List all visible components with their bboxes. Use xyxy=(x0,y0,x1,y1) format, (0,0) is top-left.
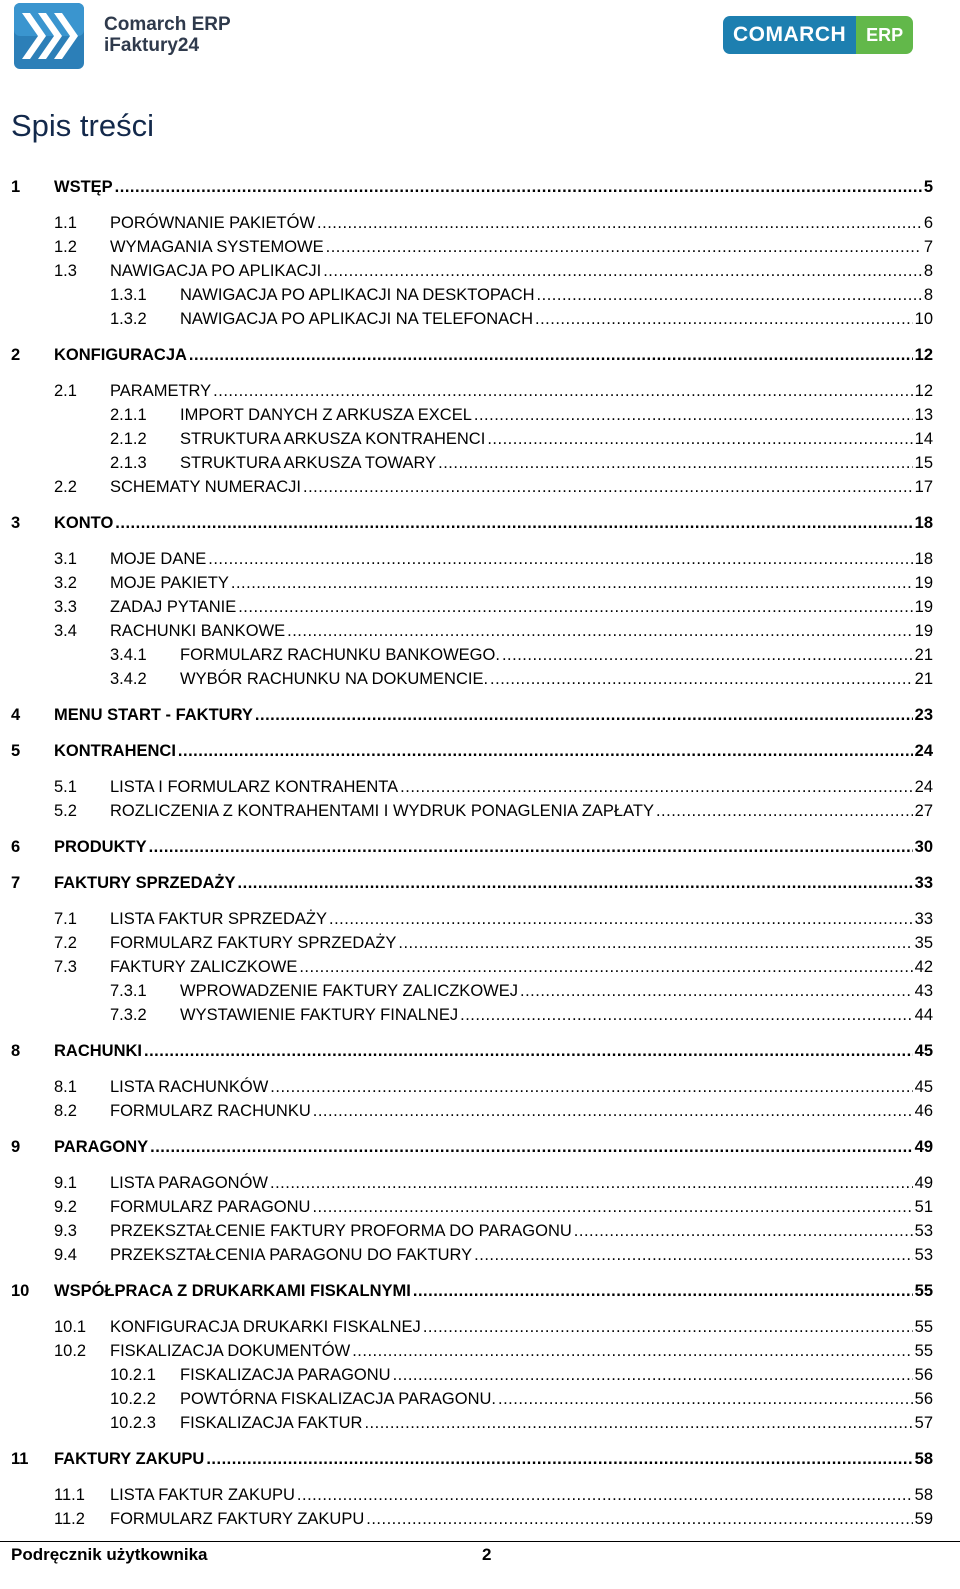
dot-leader xyxy=(189,343,913,367)
toc-entry[interactable] xyxy=(0,1171,960,1195)
toc-entry[interactable] xyxy=(0,1411,960,1435)
toc-entry-page[interactable]: 46 xyxy=(914,1102,933,1120)
toc-entry-title[interactable]: WYBÓR RACHUNKU NA DOKUMENCIE. xyxy=(180,670,489,688)
dot-leader xyxy=(208,547,912,571)
toc-entry-title[interactable]: LISTA FAKTUR ZAKUPU xyxy=(110,1486,295,1504)
dot-leader xyxy=(313,1099,913,1123)
toc-entry-title[interactable]: KONTRAHENCI xyxy=(54,742,176,760)
toc-entry-title[interactable]: FAKTURY ZALICZKOWE xyxy=(110,958,298,976)
dot-leader xyxy=(115,175,922,199)
dot-leader xyxy=(498,1387,913,1411)
toc-entry-number: 2.1.2 xyxy=(110,430,147,448)
toc-entry-number: 9.2 xyxy=(54,1198,77,1216)
page-number: 2 xyxy=(482,1545,492,1564)
toc-entry-line xyxy=(54,1135,933,1159)
toc-entry-line xyxy=(110,475,933,499)
dot-leader xyxy=(474,403,913,427)
toc-entry-number: 1.1 xyxy=(54,214,77,232)
toc-entry-line xyxy=(110,547,933,571)
toc-entry-title[interactable]: WYSTAWIENIE FAKTURY FINALNEJ xyxy=(180,1006,459,1024)
toc-entry-number: 2.1.3 xyxy=(110,454,147,472)
toc-entry-line xyxy=(110,1339,933,1363)
toc-entry-page[interactable]: 8 xyxy=(923,286,933,304)
toc-entry-number: 3.4 xyxy=(54,622,77,640)
toc-entry-line xyxy=(110,259,933,283)
toc-entry-page[interactable]: 5 xyxy=(923,178,933,196)
toc-entry-number: 1.3.1 xyxy=(110,286,147,304)
toc-entry-line xyxy=(110,379,933,403)
toc-entry-title[interactable]: FORMULARZ RACHUNKU xyxy=(110,1102,311,1120)
toc-entry-title[interactable]: FAKTURY SPRZEDAŻY xyxy=(54,874,236,892)
toc-entry-number: 8.1 xyxy=(54,1078,77,1096)
comarch-brand: COMARCH xyxy=(723,16,856,54)
dot-leader xyxy=(238,871,913,895)
dot-leader xyxy=(326,235,922,259)
toc-entry-number: 3.4.2 xyxy=(110,670,147,688)
toc-entry-page[interactable]: 55 xyxy=(914,1342,933,1360)
toc-entry-line xyxy=(54,343,933,367)
toc-entry[interactable] xyxy=(0,1099,960,1123)
toc-entry-number: 9.4 xyxy=(54,1246,77,1264)
toc-entry-number: 2 xyxy=(11,346,21,364)
toc-entry[interactable] xyxy=(0,571,960,595)
toc-entry-title[interactable]: KONFIGURACJA xyxy=(54,346,187,364)
toc-entry-title[interactable]: ZADAJ PYTANIE xyxy=(110,598,237,616)
toc-entry-title[interactable]: ROZLICZENIA Z KONTRAHENTAMI I WYDRUK PONAGLENIA ZAPŁATY xyxy=(110,802,654,820)
toc-entry-line xyxy=(110,1195,933,1219)
toc-entry-number: 11.2 xyxy=(54,1510,85,1528)
toc-entry[interactable] xyxy=(0,619,960,643)
toc-entry-line xyxy=(110,775,933,799)
toc-entry-page[interactable]: 14 xyxy=(914,430,933,448)
toc-entry-line xyxy=(110,955,933,979)
toc-entry-number: 10.2 xyxy=(54,1342,87,1360)
toc-entry-page[interactable]: 35 xyxy=(914,934,933,952)
toc-entry-page[interactable]: 12 xyxy=(914,382,933,400)
toc-entry[interactable] xyxy=(0,931,960,955)
product-name-line2: iFaktury24 xyxy=(104,35,200,56)
toc-entry[interactable] xyxy=(0,211,960,235)
toc-entry-line xyxy=(180,427,933,451)
toc-entry-page[interactable]: 6 xyxy=(923,214,933,232)
dot-leader xyxy=(206,1447,912,1471)
dot-leader xyxy=(400,775,912,799)
toc-entry[interactable] xyxy=(0,1363,960,1387)
toc-entry[interactable] xyxy=(0,475,960,499)
ifaktury24-logo-icon xyxy=(14,3,84,69)
toc-entry-title[interactable]: MENU START - FAKTURY xyxy=(54,706,253,724)
dot-leader xyxy=(574,1219,913,1243)
dot-leader xyxy=(323,259,922,283)
toc-entry-page[interactable]: 21 xyxy=(914,646,933,664)
toc-entry-page[interactable]: 33 xyxy=(914,874,933,892)
toc-entry[interactable] xyxy=(0,979,960,1003)
dot-leader xyxy=(656,799,913,823)
dot-leader xyxy=(297,1483,913,1507)
toc-entry[interactable] xyxy=(0,1279,960,1303)
toc-entry-title[interactable]: PARAMETRY xyxy=(110,382,212,400)
dot-leader xyxy=(520,979,913,1003)
toc-entry-page[interactable]: 7 xyxy=(923,238,933,256)
toc-entry[interactable] xyxy=(0,343,960,367)
dot-leader xyxy=(398,931,912,955)
toc-entry[interactable] xyxy=(0,1447,960,1471)
toc-entry-number: 8.2 xyxy=(54,1102,77,1120)
dot-leader xyxy=(502,643,913,667)
toc-entry[interactable] xyxy=(0,1135,960,1159)
toc-entry-title[interactable]: PORÓWNANIE PAKIETÓW xyxy=(110,214,316,232)
toc-entry[interactable] xyxy=(0,1075,960,1099)
toc-entry-page[interactable]: 58 xyxy=(914,1450,933,1468)
toc-entry-page[interactable]: 45 xyxy=(914,1078,933,1096)
toc-entry-page[interactable]: 55 xyxy=(914,1282,933,1300)
dot-leader xyxy=(299,955,912,979)
dot-leader xyxy=(150,1135,913,1159)
toc-entry-page[interactable]: 19 xyxy=(914,598,933,616)
dot-leader xyxy=(329,907,913,931)
toc-entry-title[interactable]: MOJE DANE xyxy=(110,550,207,568)
toc-entry-number: 1.3.2 xyxy=(110,310,147,328)
toc-entry-line xyxy=(110,799,933,823)
toc-entry-line xyxy=(110,571,933,595)
toc-entry-line xyxy=(180,307,933,331)
toc-entry-page[interactable]: 56 xyxy=(914,1366,933,1384)
toc-entry-line xyxy=(110,1507,933,1531)
dot-leader xyxy=(213,379,912,403)
toc-entry-page[interactable]: 12 xyxy=(914,346,933,364)
dot-leader xyxy=(115,511,912,535)
toc-entry-number: 2.1 xyxy=(54,382,77,400)
dot-leader xyxy=(423,1315,913,1339)
toc-entry[interactable] xyxy=(0,1339,960,1363)
toc-entry[interactable] xyxy=(0,259,960,283)
toc-entry-page[interactable]: 58 xyxy=(914,1486,933,1504)
toc-entry-number: 8 xyxy=(11,1042,21,1060)
toc-entry-page[interactable]: 55 xyxy=(914,1318,933,1336)
toc-entry-page[interactable]: 10 xyxy=(914,310,933,328)
toc-entry-title[interactable]: PRZEKSZTAŁCENIE FAKTURY PROFORMA DO PARAGONU xyxy=(110,1222,572,1240)
toc-entry-page[interactable]: 59 xyxy=(914,1510,933,1528)
toc-entry-line xyxy=(180,1363,933,1387)
dot-leader xyxy=(312,1195,912,1219)
toc-entry[interactable] xyxy=(0,1507,960,1531)
dot-leader xyxy=(474,1243,912,1267)
toc-entry-number: 5.1 xyxy=(54,778,77,796)
toc-entry-page[interactable]: 44 xyxy=(914,1006,933,1024)
toc-entry-page[interactable]: 49 xyxy=(914,1174,933,1192)
toc-entry[interactable] xyxy=(0,1195,960,1219)
toc-entry-line xyxy=(180,451,933,475)
toc-entry-page[interactable]: 18 xyxy=(914,514,933,532)
dot-leader xyxy=(366,1507,912,1531)
toc-entry[interactable] xyxy=(0,427,960,451)
toc-entry-line xyxy=(54,1039,933,1063)
toc-entry-title[interactable]: STRUKTURA ARKUSZA TOWARY xyxy=(180,454,437,472)
toc-entry[interactable] xyxy=(0,307,960,331)
toc-entry-page[interactable]: 33 xyxy=(914,910,933,928)
toc-entry-title[interactable]: LISTA FAKTUR SPRZEDAŻY xyxy=(110,910,327,928)
toc-entry[interactable] xyxy=(0,1243,960,1267)
toc-entry-number: 7.3 xyxy=(54,958,77,976)
toc-entry[interactable] xyxy=(0,1315,960,1339)
toc-entry[interactable] xyxy=(0,1483,960,1507)
toc-entry[interactable] xyxy=(0,835,960,859)
toc-entry-number: 5.2 xyxy=(54,802,77,820)
toc-entry[interactable] xyxy=(0,379,960,403)
toc-entry-line xyxy=(54,1279,933,1303)
toc-entry[interactable] xyxy=(0,739,960,763)
dot-leader xyxy=(149,835,913,859)
toc-entry-page[interactable]: 8 xyxy=(923,262,933,280)
dot-leader xyxy=(393,1363,913,1387)
toc-entry-number: 2.1.1 xyxy=(110,406,147,424)
toc-entry-line xyxy=(110,235,933,259)
dot-leader xyxy=(178,739,913,763)
toc-entry-title[interactable]: KONFIGURACJA DRUKARKI FISKALNEJ xyxy=(110,1318,421,1336)
toc-entry-page[interactable]: 51 xyxy=(914,1198,933,1216)
footer-label: Podręcznik użytkownika xyxy=(11,1545,208,1564)
toc-entry-number: 11.1 xyxy=(54,1486,85,1504)
toc-entry-line xyxy=(110,1171,933,1195)
toc-entry[interactable] xyxy=(0,667,960,691)
toc-entry-title[interactable]: PARAGONY xyxy=(54,1138,149,1156)
toc-entry-line xyxy=(54,871,933,895)
toc-entry-number: 10.1 xyxy=(54,1318,87,1336)
toc-entry-title[interactable]: FISKALIZACJA DOKUMENTÓW xyxy=(110,1342,351,1360)
toc-entry-line xyxy=(54,175,933,199)
toc-entry-number: 6 xyxy=(11,838,21,856)
toc-entry-page[interactable]: 19 xyxy=(914,622,933,640)
toc-entry-title[interactable]: STRUKTURA ARKUSZA KONTRAHENCI xyxy=(180,430,486,448)
toc-entry[interactable] xyxy=(0,451,960,475)
toc-entry[interactable] xyxy=(0,595,960,619)
toc-entry-line xyxy=(54,835,933,859)
dot-leader xyxy=(537,283,922,307)
dot-leader xyxy=(438,451,913,475)
toc-entry-line xyxy=(180,979,933,1003)
toc-entry-line xyxy=(180,1411,933,1435)
toc-entry[interactable] xyxy=(0,703,960,727)
toc-entry-page[interactable]: 27 xyxy=(914,802,933,820)
toc-entry-title[interactable]: FORMULARZ RACHUNKU BANKOWEGO. xyxy=(180,646,500,664)
toc-entry-page[interactable]: 21 xyxy=(914,670,933,688)
toc-entry[interactable] xyxy=(0,235,960,259)
toc-entry[interactable] xyxy=(0,871,960,895)
toc-entry-page[interactable]: 19 xyxy=(914,574,933,592)
toc-entry-number: 9 xyxy=(11,1138,21,1156)
toc-entry-number: 1 xyxy=(11,178,21,196)
toc-entry[interactable] xyxy=(0,1387,960,1411)
dot-leader xyxy=(255,703,913,727)
toc-entry-line xyxy=(54,739,933,763)
dot-leader xyxy=(490,667,913,691)
toc-entry-line xyxy=(54,511,933,535)
toc-entry-page[interactable]: 18 xyxy=(914,550,933,568)
toc-entry-line xyxy=(54,1447,933,1471)
toc-entry[interactable] xyxy=(0,1219,960,1243)
toc-entry-title[interactable]: LISTA RACHUNKÓW xyxy=(110,1078,269,1096)
toc-entry-title[interactable]: IMPORT DANYCH Z ARKUSZA EXCEL xyxy=(180,406,472,424)
toc-entry[interactable] xyxy=(0,1039,960,1063)
comarch-erp-logo xyxy=(723,16,913,54)
toc-entry-title[interactable]: KONTO xyxy=(54,514,114,532)
toc-entry-page[interactable]: 53 xyxy=(914,1246,933,1264)
toc-entry-page[interactable]: 49 xyxy=(914,1138,933,1156)
product-name xyxy=(104,14,231,56)
toc-entry-title[interactable]: NAWIGACJA PO APLIKACJI NA TELEFONACH xyxy=(180,310,534,328)
toc-entry-line xyxy=(180,1387,933,1411)
toc-entry-page[interactable]: 45 xyxy=(914,1042,933,1060)
toc-entry-page[interactable]: 15 xyxy=(914,454,933,472)
toc-entry-line xyxy=(110,907,933,931)
toc-entry-number: 3 xyxy=(11,514,21,532)
dot-leader xyxy=(317,211,922,235)
toc-entry-title[interactable]: WPROWADZENIE FAKTURY ZALICZKOWEJ xyxy=(180,982,518,1000)
toc-entry[interactable] xyxy=(0,547,960,571)
toc-entry-number: 7.3.1 xyxy=(110,982,147,1000)
toc-entry-line xyxy=(110,1483,933,1507)
toc-entry-line xyxy=(180,643,933,667)
toc-entry[interactable] xyxy=(0,175,960,199)
toc-entry-line xyxy=(110,211,933,235)
toc-entry-title[interactable]: RACHUNKI xyxy=(54,1042,142,1060)
toc-entry-number: 7.1 xyxy=(54,910,77,928)
toc-entry-number: 7 xyxy=(11,874,21,892)
toc-entry-title[interactable]: WYMAGANIA SYSTEMOWE xyxy=(110,238,324,256)
toc-entry[interactable] xyxy=(0,643,960,667)
toc-entry-number: 10.2.1 xyxy=(110,1366,156,1384)
toc-entry-title[interactable]: NAWIGACJA PO APLIKACJI NA DESKTOPACH xyxy=(180,286,535,304)
toc-entry-title[interactable]: MOJE PAKIETY xyxy=(110,574,229,592)
toc-entry-line xyxy=(110,619,933,643)
toc-entry-number: 1.3 xyxy=(54,262,77,280)
product-name-line1: Comarch ERP xyxy=(104,14,231,35)
toc-entry-title[interactable]: PRODUKTY xyxy=(54,838,147,856)
toc-entry[interactable] xyxy=(0,283,960,307)
toc-entry-line xyxy=(180,403,933,427)
toc-entry-title[interactable]: FORMULARZ FAKTURY SPRZEDAŻY xyxy=(110,934,397,952)
dot-leader xyxy=(364,1411,912,1435)
dot-leader xyxy=(270,1075,912,1099)
toc-entry-title[interactable]: LISTA I FORMULARZ KONTRAHENTA xyxy=(110,778,399,796)
dot-leader xyxy=(303,475,913,499)
dot-leader xyxy=(287,619,913,643)
toc-entry-page[interactable]: 24 xyxy=(914,742,933,760)
toc-entry[interactable] xyxy=(0,775,960,799)
toc-entry-number: 10.2.2 xyxy=(110,1390,156,1408)
toc-entry-number: 7.2 xyxy=(54,934,77,952)
toc-entry-title[interactable]: SCHEMATY NUMERACJI xyxy=(110,478,301,496)
toc-entry[interactable] xyxy=(0,403,960,427)
toc-entry-page[interactable]: 56 xyxy=(914,1390,933,1408)
toc-entry-title[interactable]: WSTĘP xyxy=(54,178,113,196)
toc-entry-page[interactable]: 13 xyxy=(914,406,933,424)
toc-entry-number: 3.2 xyxy=(54,574,77,592)
toc-entry-title[interactable]: WSPÓŁPRACA Z DRUKARKAMI FISKALNYMI xyxy=(54,1282,411,1300)
toc-entry-title[interactable]: FISKALIZACJA FAKTUR xyxy=(180,1414,363,1432)
toc-entry-line xyxy=(110,595,933,619)
toc-entry[interactable] xyxy=(0,799,960,823)
toc-entry-line xyxy=(110,1243,933,1267)
toc-entry-title[interactable]: LISTA PARAGONÓW xyxy=(110,1174,268,1192)
dot-leader xyxy=(144,1039,913,1063)
dot-leader xyxy=(413,1279,913,1303)
page-header xyxy=(0,0,960,80)
dot-leader xyxy=(231,571,913,595)
toc-entry-number: 10.2.3 xyxy=(110,1414,156,1432)
toc-entry-title[interactable]: FISKALIZACJA PARAGONU xyxy=(180,1366,391,1384)
toc-entry-line xyxy=(110,1099,933,1123)
toc-entry-line xyxy=(54,703,933,727)
toc-entry-number: 3.3 xyxy=(54,598,77,616)
dot-leader xyxy=(270,1171,913,1195)
toc-entry-page[interactable]: 57 xyxy=(914,1414,933,1432)
toc-entry-number: 3.4.1 xyxy=(110,646,147,664)
toc-entry-title[interactable]: PRZEKSZTAŁCENIA PARAGONU DO FAKTURY xyxy=(110,1246,473,1264)
toc-entry[interactable] xyxy=(0,955,960,979)
toc-entry[interactable] xyxy=(0,1003,960,1027)
toc-entry[interactable] xyxy=(0,907,960,931)
page-title: Spis treści xyxy=(11,108,154,143)
toc-entry-page[interactable]: 24 xyxy=(914,778,933,796)
toc-entry-number: 3.1 xyxy=(54,550,77,568)
toc-entry-title[interactable]: FORMULARZ FAKTURY ZAKUPU xyxy=(110,1510,365,1528)
toc-entry-page[interactable]: 43 xyxy=(914,982,933,1000)
toc-entry-line xyxy=(180,1003,933,1027)
toc-entry-number: 7.3.2 xyxy=(110,1006,147,1024)
toc-entry-line xyxy=(180,667,933,691)
toc-entry-title[interactable]: FAKTURY ZAKUPU xyxy=(54,1450,205,1468)
toc-entry-number: 1.2 xyxy=(54,238,77,256)
page-footer xyxy=(0,1541,960,1568)
toc-entry-page[interactable]: 23 xyxy=(914,706,933,724)
dot-leader xyxy=(535,307,913,331)
dot-leader xyxy=(460,1003,913,1027)
toc-entry-title[interactable]: RACHUNKI BANKOWE xyxy=(110,622,286,640)
toc-entry-number: 9.3 xyxy=(54,1222,77,1240)
toc-entry-title[interactable]: FORMULARZ PARAGONU xyxy=(110,1198,311,1216)
toc-entry-number: 5 xyxy=(11,742,21,760)
dot-leader xyxy=(352,1339,912,1363)
toc-entry-line xyxy=(110,1075,933,1099)
toc-entry-line xyxy=(110,1315,933,1339)
toc-entry-number: 11 xyxy=(11,1450,29,1468)
toc-entry-title[interactable]: POWTÓRNA FISKALIZACJA PARAGONU. xyxy=(180,1390,496,1408)
toc-entry-number: 4 xyxy=(11,706,21,724)
toc-entry[interactable] xyxy=(0,511,960,535)
dot-leader xyxy=(487,427,912,451)
toc-entry-title[interactable]: NAWIGACJA PO APLIKACJI xyxy=(110,262,322,280)
toc-entry-line xyxy=(110,931,933,955)
toc-entry-number: 9.1 xyxy=(54,1174,77,1192)
toc-entry-line xyxy=(180,283,933,307)
toc-entry-page[interactable]: 30 xyxy=(914,838,933,856)
toc-entry-page[interactable]: 42 xyxy=(914,958,933,976)
toc-entry-number: 10 xyxy=(11,1282,30,1300)
dot-leader xyxy=(238,595,912,619)
toc-entry-page[interactable]: 17 xyxy=(914,478,933,496)
erp-badge: ERP xyxy=(856,16,913,54)
toc-entry-line xyxy=(110,1219,933,1243)
toc-entry-page[interactable]: 53 xyxy=(914,1222,933,1240)
toc-entry-number: 2.2 xyxy=(54,478,77,496)
